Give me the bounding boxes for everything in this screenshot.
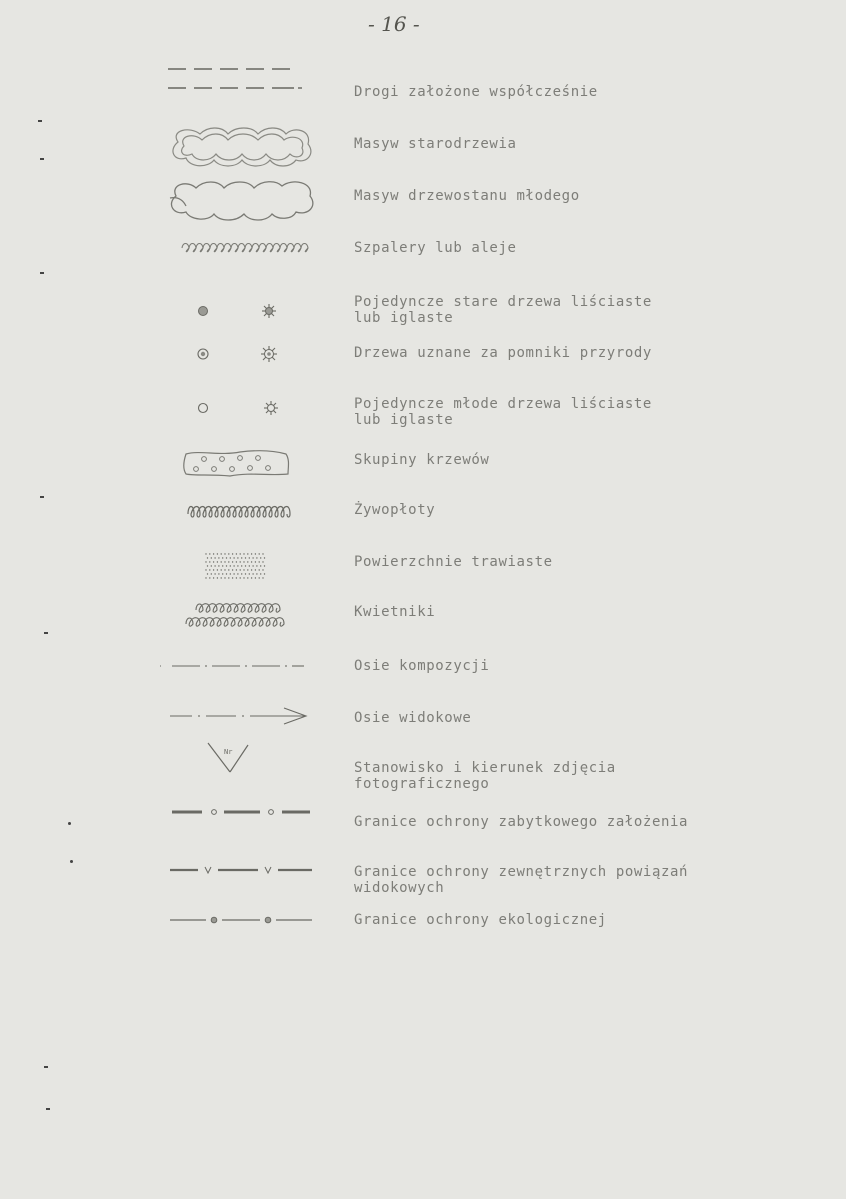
margin-mark — [68, 822, 71, 825]
legend-label: Granice ochrony ekologicznej — [354, 912, 607, 928]
young-tree-mass-icon — [160, 176, 320, 226]
dashed-road-icon — [160, 66, 310, 96]
legend-label: Osie kompozycji — [354, 658, 490, 674]
margin-mark — [40, 496, 44, 498]
legend-label: Granice ochrony zabytkowego założenia — [354, 814, 689, 830]
margin-mark — [40, 158, 44, 160]
young-single-trees-icon — [160, 396, 300, 426]
page-number: - 16 - — [368, 12, 420, 36]
margin-mark — [46, 1108, 50, 1110]
legend-label: Granice ochrony zewnętrznych powiązań widokowych — [354, 864, 689, 896]
photo-position-icon — [160, 740, 300, 774]
old-single-trees-icon — [160, 294, 300, 324]
legend-label: Szpalery lub aleje — [354, 240, 517, 256]
legend-label: Masyw drzewostanu młodego — [354, 188, 580, 204]
legend-label: Masyw starodrzewia — [354, 136, 517, 152]
legend-label: Drzewa uznane za pomniki przyrody — [354, 345, 652, 361]
flower-bed-icon — [160, 598, 300, 634]
composition-axis-icon — [160, 656, 320, 676]
shrub-group-icon — [160, 446, 300, 480]
legend-label: Osie widokowe — [354, 710, 472, 726]
margin-mark — [70, 860, 73, 863]
margin-mark — [44, 632, 48, 634]
legend-label: Pojedyncze stare drzewa liściaste lub iglaste — [354, 294, 652, 326]
monument-protection-icon — [160, 802, 320, 822]
legend-label: Powierzchnie trawiaste — [354, 554, 553, 570]
old-tree-mass-icon — [160, 124, 320, 174]
legend-label: Skupiny krzewów — [354, 452, 490, 468]
view-axis-icon — [160, 706, 320, 726]
tree-row-icon — [160, 238, 320, 258]
legend-label: Żywopłoty — [354, 502, 436, 518]
hedge-icon — [160, 502, 300, 522]
legend-label: Drogi założone współcześnie — [354, 84, 598, 100]
legend-label: Stanowisko i kierunek zdjęcia fotograficznego — [354, 760, 616, 792]
grass-surface-icon — [160, 548, 300, 584]
legend-label: Pojedyncze młode drzewa liściaste lub iglaste — [354, 396, 652, 428]
margin-mark — [38, 120, 42, 122]
ecological-protection-icon — [160, 910, 320, 930]
photo-number-marker: Nr — [224, 748, 233, 756]
margin-mark — [40, 272, 44, 274]
view-protection-icon — [160, 860, 320, 880]
margin-mark — [44, 1066, 48, 1068]
monument-trees-icon — [160, 340, 300, 370]
legend-label: Kwietniki — [354, 604, 436, 620]
